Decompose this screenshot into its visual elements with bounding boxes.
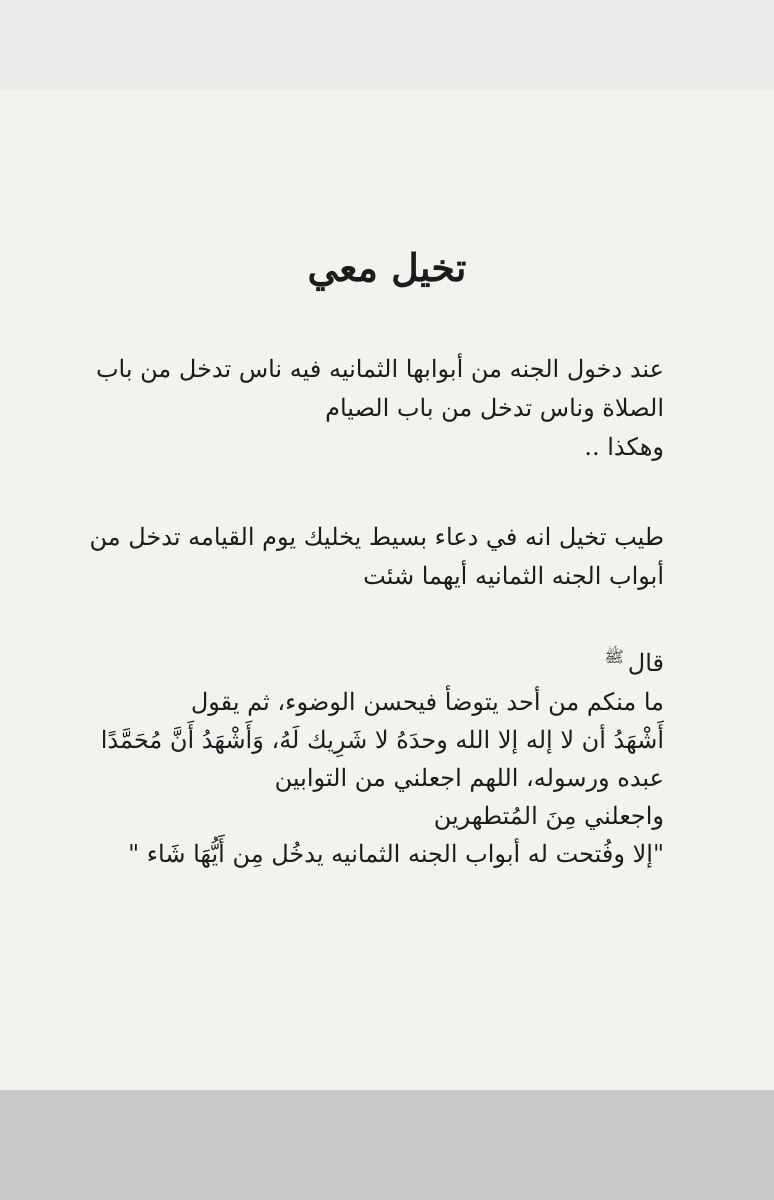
text-line: الصلاة وناس تدخل من باب الصيام xyxy=(325,394,664,422)
bottom-border xyxy=(0,1090,774,1200)
hadith-line: "إلا وفُتحت له أبواب الجنه الثمانيه يدخُل مِن أَيُّهَا شَاء " xyxy=(128,840,664,868)
top-border xyxy=(0,0,774,90)
hadith-line: عبده ورسوله، اللهم اجعلني من التوابين xyxy=(274,764,664,792)
hadith-line: واجعلني مِنَ المُتطهرين xyxy=(433,802,664,830)
text-line: طيب تخيل انه في دعاء بسيط يخليك يوم القيامه تدخل من xyxy=(89,523,664,551)
paragraph-imagine xyxy=(84,518,664,596)
page-title: تخيل معي xyxy=(307,245,467,290)
text-line: عند دخول الجنه من أبوابها الثمانيه فيه ناس تدخل من باب xyxy=(95,355,664,383)
text-line: أبواب الجنه الثمانيه أيهما شئت xyxy=(363,562,664,590)
hadith-line: أَشْهَدُ أن لا إله إلا الله وحدَهُ لا شَرِيك لَهُ، وَأَشْهَدُ أَنَّ مُحَمَّدًا xyxy=(100,726,664,754)
text-line: وهكذا .. xyxy=(584,433,664,461)
paragraph-intro xyxy=(84,350,664,467)
hadith-intro-text: قال xyxy=(627,649,664,677)
salawat-glyph: ﷺ xyxy=(604,647,624,666)
hadith-line: ما منكم من أحد يتوضأ فيحسن الوضوء، ثم يقول xyxy=(190,688,664,716)
hadith-block xyxy=(84,637,664,873)
hadith-intro xyxy=(84,637,664,683)
